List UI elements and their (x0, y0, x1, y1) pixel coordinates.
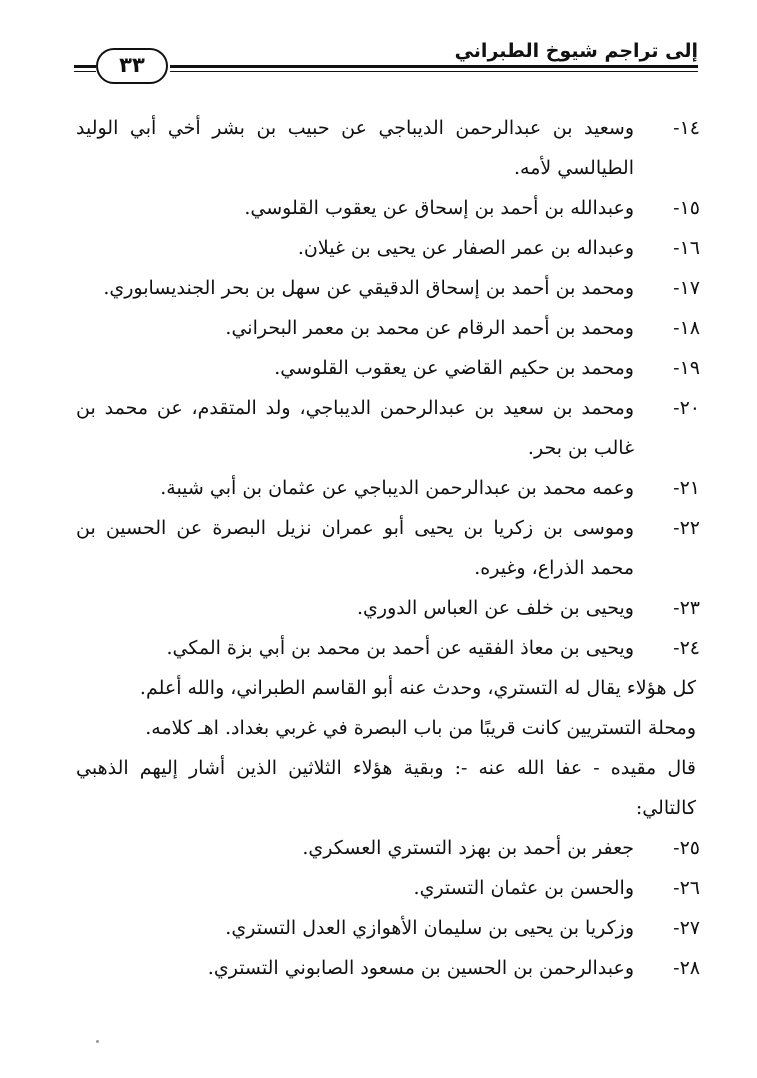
scan-speck (96, 1040, 99, 1043)
list-item (76, 388, 700, 468)
list-item (76, 108, 700, 188)
entry-text: ومحمد بن أحمد بن إسحاق الدقيقي عن سهل بن بحر الجنديسابوري. (103, 277, 634, 299)
entry-text: وزكريا بن يحيى بن سليمان الأهوازي العدل التستري. (225, 917, 634, 939)
paragraph: ومحلة التستريين كانت قريبًا من باب البصرة في غربي بغداد. اهـ كلامه. (145, 717, 696, 739)
entry-number: ٢٢- (673, 517, 700, 539)
entry-text: جعفر بن أحمد بن بهزد التستري العسكري. (302, 837, 634, 859)
list-item (76, 828, 700, 868)
list-item (76, 228, 700, 268)
entry-text: ومحمد بن أحمد الرقام عن محمد بن معمر البحراني. (225, 317, 634, 339)
entry-number: ٢٨- (673, 957, 700, 979)
entry-text: وعبدالله بن أحمد بن إسحاق عن يعقوب القلوسي. (244, 197, 634, 219)
page-header (74, 28, 698, 86)
entry-text: ومحمد بن سعيد بن عبدالرحمن الديباجي، ولد المتقدم، عن محمد بن غالب بن بحر. (76, 397, 634, 459)
page-body (76, 108, 700, 988)
entry-text: وعمه محمد بن عبدالرحمن الديباجي عن عثمان بن أبي شيبة. (160, 477, 634, 499)
entry-number: ٢٣- (673, 597, 700, 619)
entry-number: ١٧- (673, 277, 700, 299)
list-item (76, 868, 700, 908)
header-rule-thin (170, 71, 698, 72)
header-rule-thick (170, 65, 698, 68)
list-item (76, 268, 700, 308)
entry-number: ١٩- (673, 357, 700, 379)
paragraph: قال مقيده - عفا الله عنه -: وبقية هؤلاء الثلاثين الذين أشار إليهم الذهبي كالتالي: (76, 757, 696, 819)
entry-number: ١٦- (673, 237, 700, 259)
running-title: إلى تراجم شيوخ الطبراني (454, 40, 698, 62)
list-item (76, 188, 700, 228)
list-item (76, 468, 700, 508)
entry-text: وعبداله بن عمر الصفار عن يحيى بن غيلان. (297, 237, 634, 259)
entry-text: والحسن بن عثمان التستري. (413, 877, 634, 899)
entry-text: وعبدالرحمن بن الحسين بن مسعود الصابوني التستري. (207, 957, 634, 979)
list-item (76, 348, 700, 388)
entry-text: ومحمد بن حكيم القاضي عن يعقوب القلوسي. (274, 357, 634, 379)
list-item (76, 308, 700, 348)
list-item (76, 628, 700, 668)
list-item (76, 508, 700, 588)
entry-number: ٢٥- (673, 837, 700, 859)
entry-text: ويحيى بن خلف عن العباس الدوري. (356, 597, 634, 619)
entry-text: وسعيد بن عبدالرحمن الديباجي عن حبيب بن بشر أخي أبي الوليد الطيالسي لأمه. (76, 117, 634, 179)
list-item (76, 908, 700, 948)
entry-number: ١٤- (673, 117, 700, 139)
entry-number: ٢٠- (673, 397, 700, 419)
entry-text: وموسى بن زكريا بن يحيى أبو عمران نزيل البصرة عن الحسين بن محمد الذراع، وغيره. (76, 517, 634, 579)
entry-number: ١٨- (673, 317, 700, 339)
header-rule-left-thick (74, 65, 96, 68)
page-number: ٣٣ (96, 48, 168, 84)
entry-number: ٢٦- (673, 877, 700, 899)
paragraph: كل هؤلاء يقال له التستري، وحدث عنه أبو القاسم الطبراني، والله أعلم. (139, 677, 696, 699)
entry-number: ٢١- (673, 477, 700, 499)
entry-number: ١٥- (673, 197, 700, 219)
entry-number: ٢٧- (673, 917, 700, 939)
header-rule-left-thin (74, 71, 96, 72)
list-item (76, 588, 700, 628)
entry-number: ٢٤- (673, 637, 700, 659)
entry-text: ويحيى بن معاذ الفقيه عن أحمد بن محمد بن أبي بزة المكي. (166, 637, 634, 659)
list-item (76, 948, 700, 988)
